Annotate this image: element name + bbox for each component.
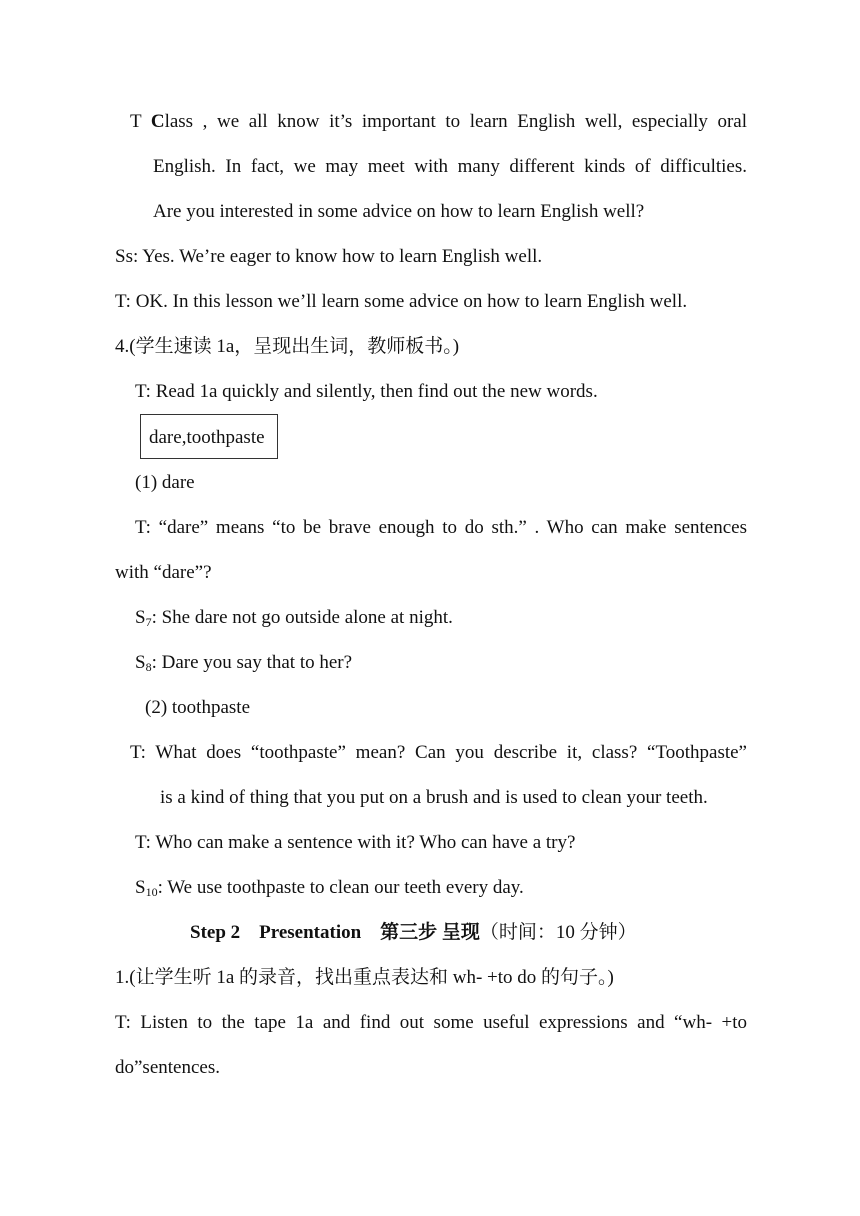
instruction-line: 4.(学生速读 1a，呈现出生词，教师板书。) <box>115 336 460 357</box>
paragraph-line: T: What does “toothpaste” mean? Can you describe it, class? “Toothpaste” <box>130 742 747 763</box>
paragraph-line: T: Read 1a quickly and silently, then find out the new words. <box>135 381 598 402</box>
paragraph-line: T: Who can make a sentence with it? Who can have a try? <box>135 832 576 853</box>
section-heading: Step 2 Presentation 第三步 呈现（时间：10 分钟） <box>190 922 637 943</box>
paragraph-line: Are you interested in some advice on how to learn English well? <box>153 201 645 222</box>
word-item-heading: (2) toothpaste <box>145 697 251 718</box>
paragraph-line: T: OK. In this lesson we’ll learn some advice on how to learn English well. <box>115 291 688 312</box>
instruction-line: 1.(让学生听 1a 的录音，找出重点表达和 wh- +to do 的句子。) <box>115 967 614 988</box>
student-sentence: $S_7$: She dare not go outside alone at night. <box>135 607 453 629</box>
student-sentence: $S_8$: Dare you say that to her? <box>135 652 353 674</box>
paragraph-line: T Class , we all know it’s important to learn English well, especially oral <box>130 111 747 132</box>
paragraph-line: with “dare”? <box>115 562 212 583</box>
paragraph-line: do”sentences. <box>115 1057 220 1078</box>
paragraph-line: T: “dare” means “to be brave enough to do sth.” . Who can make sentences <box>135 517 747 538</box>
paragraph-line: English. In fact, we may meet with many different kinds of difficulties. <box>153 156 747 177</box>
word-item-heading: (1) dare <box>135 472 195 493</box>
new-words-text: dare,toothpaste <box>149 427 265 448</box>
paragraph-line: Ss: Yes. We’re eager to know how to learn English well. <box>115 246 543 267</box>
paragraph-line: is a kind of thing that you put on a brush and is used to clean your teeth. <box>160 787 708 808</box>
student-sentence: $S_{10}$: We use toothpaste to clean our teeth every day. <box>135 877 524 899</box>
paragraph-line: T: Listen to the tape 1a and find out some useful expressions and “wh- +to <box>115 1012 747 1033</box>
new-words-box <box>140 414 278 459</box>
